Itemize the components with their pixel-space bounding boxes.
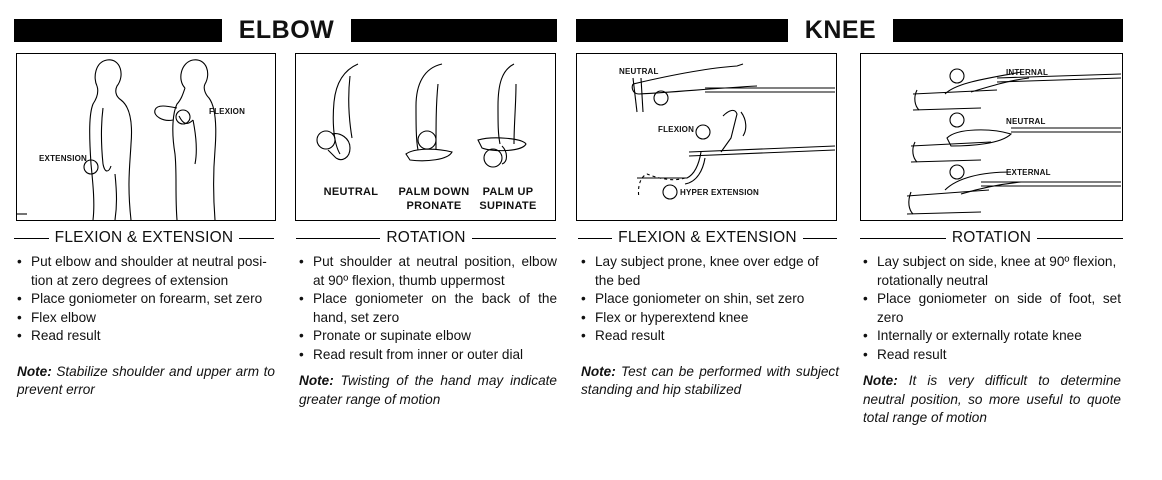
list-item: • Flex elbow [17, 309, 275, 328]
extension-label: EXTENSION [39, 154, 88, 163]
instructions-elbow-flexion [17, 253, 275, 400]
section-heading-elbow-rotation [296, 228, 556, 248]
heading-rule [472, 238, 556, 239]
knee-rotation-figures [861, 54, 1122, 220]
section-title: FLEXION & EXTENSION [618, 229, 797, 246]
note-text: It is very difficult to determine neutral position, so more useful to quote total range of motion [863, 373, 1121, 425]
bullet-icon: • [581, 309, 586, 325]
note-text: Stabilize shoulder and upper arm to prevent error [17, 363, 275, 397]
instructions-knee-flexion [581, 253, 839, 400]
list-item: • Read result from inner or outer dial [299, 346, 557, 365]
list-item: • Read result [17, 327, 275, 346]
heading-rule [803, 238, 837, 239]
section-title: ROTATION [951, 229, 1032, 246]
section-title: ROTATION [386, 229, 466, 246]
note [863, 372, 1121, 428]
section-title: FLEXION & EXTENSION [54, 229, 234, 246]
list-item: • Put shoulder at neutral position, elbow at 90º flexion, thumb uppermost [299, 254, 557, 288]
bullet-icon: • [299, 328, 304, 343]
knee-flexion-illustration [576, 53, 837, 221]
note [581, 363, 839, 400]
bullet-icon: • [299, 254, 304, 269]
header-bar-knee-left [576, 19, 788, 42]
bullet-icon: • [299, 346, 304, 362]
note-text: Twisting of the hand may indicate greater range of motion [299, 373, 557, 407]
bullet-icon: • [863, 328, 868, 343]
list-item: • Place goniometer on forearm, set zero [17, 290, 275, 309]
header-bar-knee-right [893, 19, 1123, 42]
flexion-label: FLEXION [658, 125, 695, 134]
section-heading-knee-flexion [578, 228, 837, 248]
palm-up-label: PALM UP [482, 186, 534, 198]
neutral-label: NEUTRAL [619, 67, 659, 76]
heading-rule [14, 238, 49, 239]
bullet-icon: • [17, 309, 22, 325]
knee-heading: KNEE [788, 12, 893, 48]
elbow-heading: ELBOW [222, 12, 351, 48]
header-bar-elbow-left [14, 19, 222, 42]
bullet-icon: • [581, 254, 586, 269]
elbow-flexion-illustration [16, 53, 276, 221]
elbow-rotation-illustration [295, 53, 556, 221]
hyper-extension-label: HYPER EXTENSION [680, 188, 760, 197]
elbow-flexion-figures [17, 54, 275, 220]
section-heading-knee-rotation [860, 228, 1123, 248]
bullet-icon: • [863, 346, 868, 362]
bullet-icon: • [581, 291, 586, 306]
list-item: • Lay subject prone, knee over edge of the bed [581, 254, 819, 288]
note [299, 372, 557, 409]
instructions-elbow-rotation [299, 253, 557, 409]
heading-rule [860, 238, 946, 239]
heading-rule [1037, 238, 1123, 239]
bullet-icon: • [581, 328, 586, 343]
list-item: • Place goniometer on shin, set zero [581, 290, 839, 309]
bullet-list [863, 253, 1121, 364]
bullet-icon: • [17, 254, 22, 269]
list-item: • Put elbow and shoulder at neutral posi-tion at zero degrees of extension [17, 254, 267, 288]
note-label: Note: [17, 363, 52, 379]
section-heading-elbow-flexion [14, 228, 274, 248]
header-bar-elbow-right [351, 19, 557, 42]
note-text: Test can be performed with subject standing and hip stabilized [581, 363, 839, 397]
palm-down-label: PALM DOWN [398, 186, 470, 198]
heading-rule [578, 238, 612, 239]
heading-rule [296, 238, 380, 239]
flexion-label: FLEXION [209, 107, 246, 116]
heading-rule [239, 238, 274, 239]
supinate-label: SUPINATE [479, 200, 537, 212]
list-item: • Read result [581, 327, 839, 346]
pronate-label: PRONATE [406, 200, 462, 212]
list-item: • Place goniometer on side of foot, set zero [863, 291, 1121, 325]
list-item: • Pronate or supinate elbow [299, 327, 557, 346]
note-label: Note: [581, 363, 616, 379]
list-item: • Internally or externally rotate knee [863, 327, 1121, 346]
external-label: EXTERNAL [1006, 168, 1051, 177]
knee-rotation-illustration [860, 53, 1123, 221]
bullet-list [581, 253, 839, 346]
note-label: Note: [299, 373, 334, 388]
bullet-icon: • [17, 291, 22, 306]
neutral-label: NEUTRAL [323, 186, 379, 198]
bullet-list [299, 253, 557, 364]
bullet-icon: • [863, 254, 868, 269]
note-label: Note: [863, 373, 898, 388]
list-item: • Lay subject on side, knee at 90º flexion, rotationally neutral [863, 254, 1117, 288]
list-item: • Flex or hyperextend knee [581, 309, 839, 328]
bullet-icon: • [863, 291, 868, 306]
instructions-knee-rotation [863, 253, 1121, 428]
list-item: • Place goniometer on the back of the hand, set zero [299, 291, 557, 325]
neutral-label: NEUTRAL [1006, 117, 1046, 126]
note [17, 363, 275, 400]
bullet-list [17, 253, 275, 346]
bullet-icon: • [299, 291, 304, 306]
internal-label: INTERNAL [1006, 68, 1049, 77]
list-item: • Read result [863, 346, 1121, 365]
bullet-icon: • [17, 328, 22, 343]
